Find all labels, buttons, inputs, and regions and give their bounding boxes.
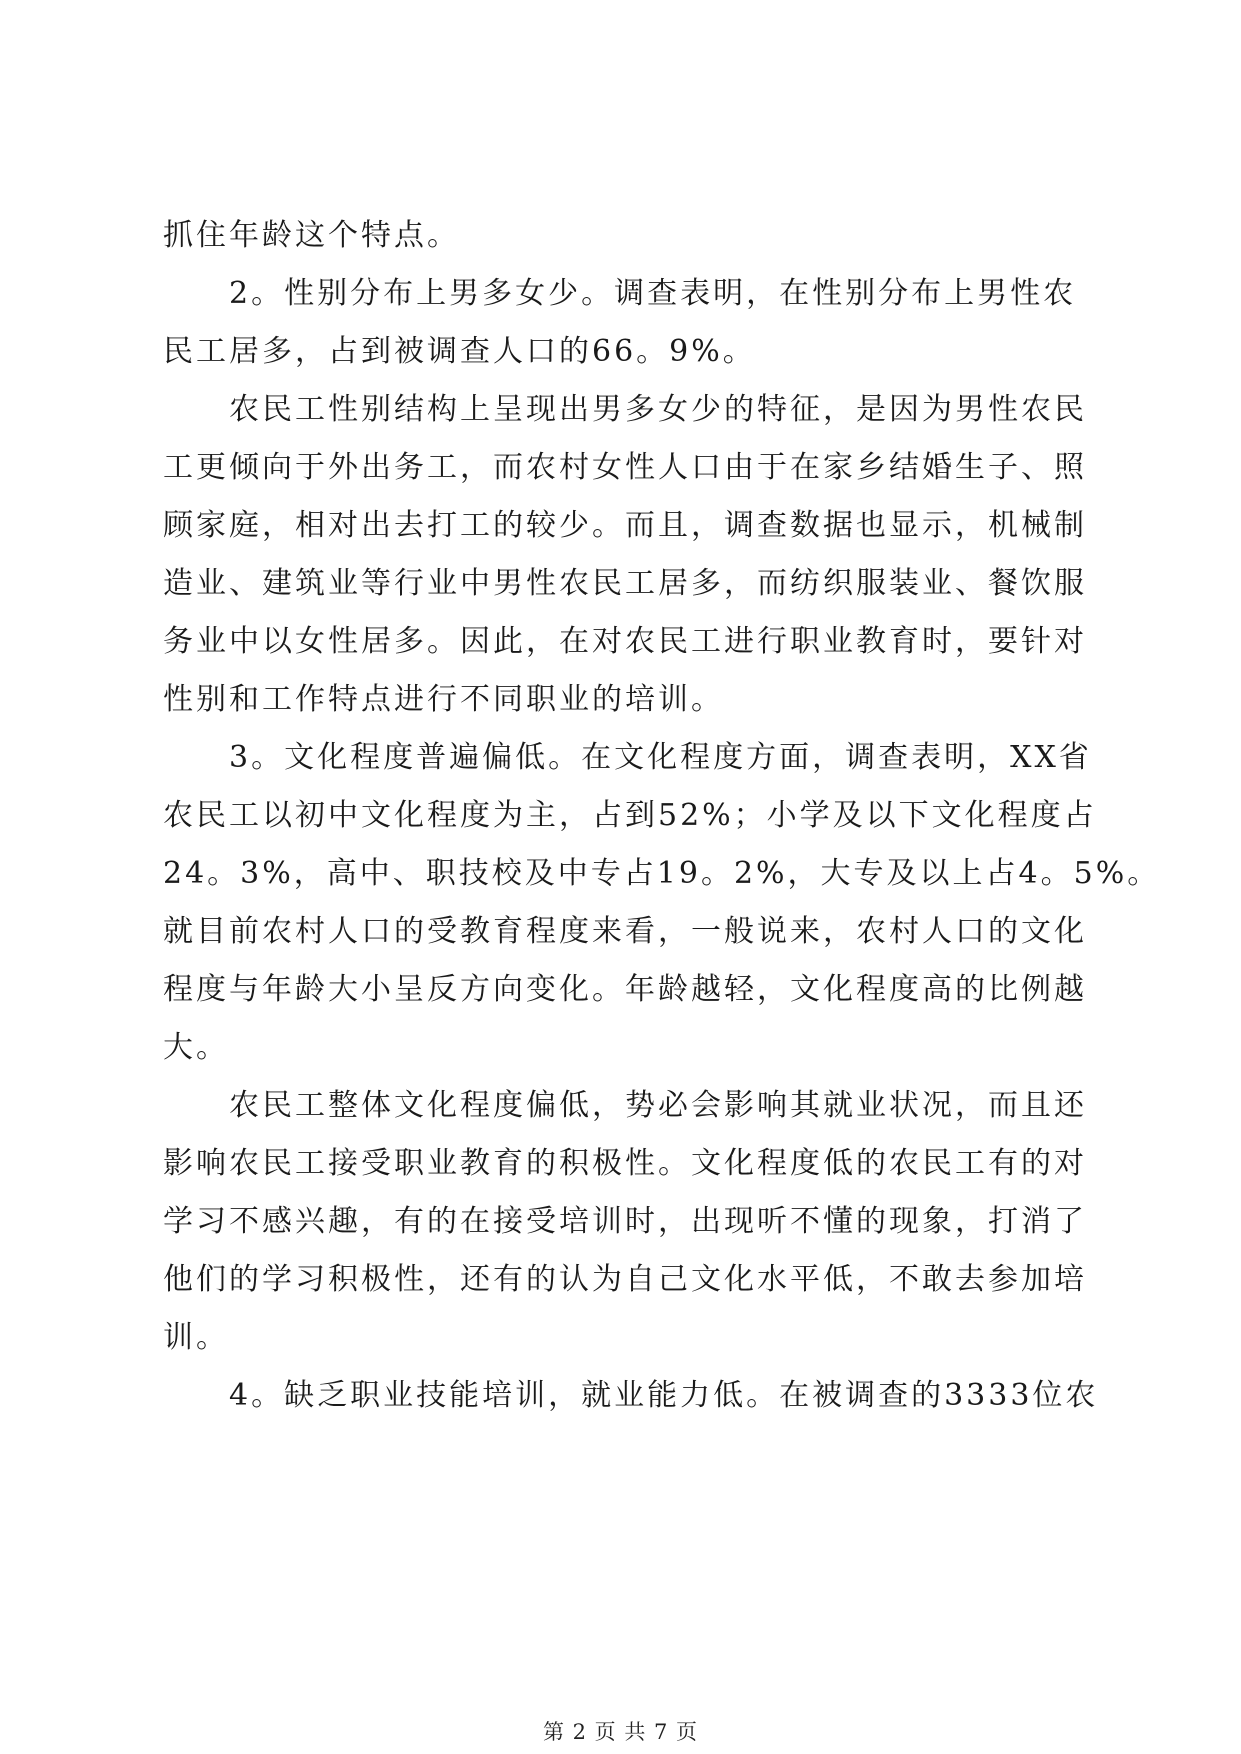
- page-number: 第 2 页 共 7 页: [542, 1720, 699, 1744]
- text-line: 工更倾向于外出务工，而农村女性人口由于在家乡结婚生子、照: [163, 450, 1087, 485]
- text-line: 2。性别分布上男多女少。调查表明，在性别分布上男性农: [229, 276, 1077, 311]
- text-line: 训。: [163, 1320, 229, 1355]
- text-line: 农民工以初中文化程度为主，占到52%；小学及以下文化程度占: [163, 798, 1097, 833]
- text-line: 影响农民工接受职业教育的积极性。文化程度低的农民工有的对: [163, 1146, 1087, 1181]
- text-line: 24。3%，高中、职技校及中专占19。2%，大专及以上占4。5%。: [163, 856, 1161, 891]
- text-line: 大。: [163, 1030, 229, 1065]
- text-line: 程度与年龄大小呈反方向变化。年龄越轻，文化程度高的比例越: [163, 972, 1087, 1007]
- text-line: 农民工性别结构上呈现出男多女少的特征，是因为男性农民: [229, 392, 1087, 427]
- text-line: 3。文化程度普遍偏低。在文化程度方面，调查表明，XX省: [229, 740, 1092, 775]
- text-line: 抓住年龄这个特点。: [163, 218, 460, 253]
- text-line: 顾家庭，相对出去打工的较少。而且，调查数据也显示，机械制: [163, 508, 1087, 543]
- text-line: 他们的学习积极性，还有的认为自己文化水平低，不敢去参加培: [163, 1262, 1087, 1297]
- text-line: 就目前农村人口的受教育程度来看，一般说来，农村人口的文化: [163, 914, 1087, 949]
- page-footer: [0, 1716, 1241, 1746]
- text-line: 性别和工作特点进行不同职业的培训。: [163, 682, 724, 717]
- text-line: 民工居多，占到被调查人口的66。9%。: [163, 334, 756, 369]
- paragraph-block: [163, 207, 1161, 1425]
- text-line: 农民工整体文化程度偏低，势必会影响其就业状况，而且还: [229, 1088, 1087, 1123]
- text-line: 学习不感兴趣，有的在接受培训时，出现听不懂的现象，打消了: [163, 1204, 1087, 1239]
- text-line: 造业、建筑业等行业中男性农民工居多，而纺织服装业、餐饮服: [163, 566, 1087, 601]
- text-line: 4。缺乏职业技能培训，就业能力低。在被调查的3333位农: [229, 1378, 1099, 1413]
- body-text: [163, 207, 1161, 1425]
- text-line: 务业中以女性居多。因此，在对农民工进行职业教育时，要针对: [163, 624, 1087, 659]
